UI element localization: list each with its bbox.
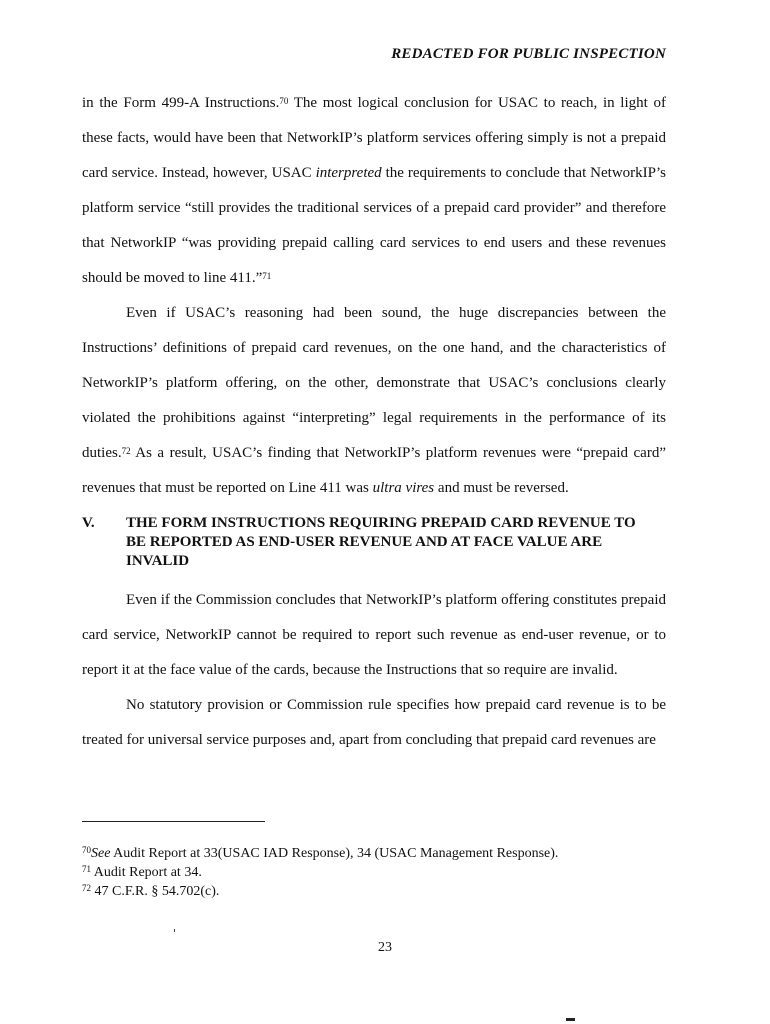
scan-speck: [174, 929, 175, 932]
page-number: 23: [378, 940, 392, 955]
footnote-number: 71: [82, 864, 91, 874]
paragraph-2: [82, 296, 666, 506]
footnote-ref-70[interactable]: 70: [279, 96, 289, 106]
section-title: THE FORM INSTRUCTIONS REQUIRING PREPAID CARD REVENUE TO BE REPORTED AS END-USER REVENUE AND AT FACE VALUE ARE INVALID: [126, 515, 636, 569]
footnotes: [82, 844, 682, 901]
footnote-text: 47 C.F.R. § 54.702(c).: [91, 884, 220, 899]
p2-text-c: and must be reversed.: [434, 480, 569, 496]
footnote-71: [82, 863, 682, 882]
footnote-ref-71[interactable]: 71: [262, 271, 272, 281]
footnote-signal: See: [91, 846, 111, 861]
p1-text-a: in the Form 499-A Instructions.: [82, 95, 280, 111]
footnote-number: 70: [82, 845, 91, 855]
p2-emphasis: ultra vires: [372, 480, 435, 496]
footnote-text: Audit Report at 33(USAC IAD Response), 34 (USAC Management Response).: [110, 846, 559, 861]
paragraph-1: [82, 86, 666, 296]
redaction-header: REDACTED FOR PUBLIC INSPECTION: [391, 46, 666, 62]
section-heading: [82, 514, 666, 571]
footnote-70: [82, 844, 682, 863]
footnote-number: 72: [82, 883, 91, 893]
p2-text-b: As a result, USAC’s finding that NetworkIP’s platform revenues were “prepaid card” revenues that must be reported on Line 411 was: [82, 445, 666, 496]
body-text: [82, 86, 666, 758]
p1-text-c: the requirements to conclude that NetworkIP’s platform service “still provides the traditional services of a prepaid card provider” and therefore that NetworkIP “was providing prepaid calling card services to end users and these revenues should be moved to line 411.”: [82, 165, 666, 286]
footnote-text: Audit Report at 34.: [91, 865, 202, 880]
section-number: V.: [82, 515, 95, 531]
paragraph-4: No statutory provision or Commission rule specifies how prepaid card revenue is to be treated for universal service purposes and, apart from concluding that prepaid card revenues are: [82, 697, 666, 748]
paragraph-3: Even if the Commission concludes that NetworkIP’s platform offering constitutes prepaid card service, NetworkIP cannot be required to report such revenue as end-user revenue, or to report it at the face value of the cards, because the Instructions that so require are invalid.: [82, 592, 666, 678]
footnote-separator: [82, 821, 265, 822]
footnote-72: [82, 882, 682, 901]
p2-text-a: Even if USAC’s reasoning had been sound, the huge discrepancies between the Instructions’ definitions of prepaid card revenues, on the one hand, and the characteristics of NetworkIP’s platform offering, on the other, demonstrate that USAC’s conclusions clearly violated the prohibitions against “interpreting” legal requirements in the performance of its duties.: [82, 305, 666, 461]
p1-emphasis: interpreted: [315, 165, 382, 181]
footnote-ref-72[interactable]: 72: [121, 446, 131, 456]
scan-mark: [566, 1018, 575, 1021]
p1-text-b: The most logical conclusion for USAC to reach, in light of these facts, would have been that NetworkIP’s platform services offering simply is not a prepaid card service. Instead, however, USAC: [82, 95, 666, 181]
